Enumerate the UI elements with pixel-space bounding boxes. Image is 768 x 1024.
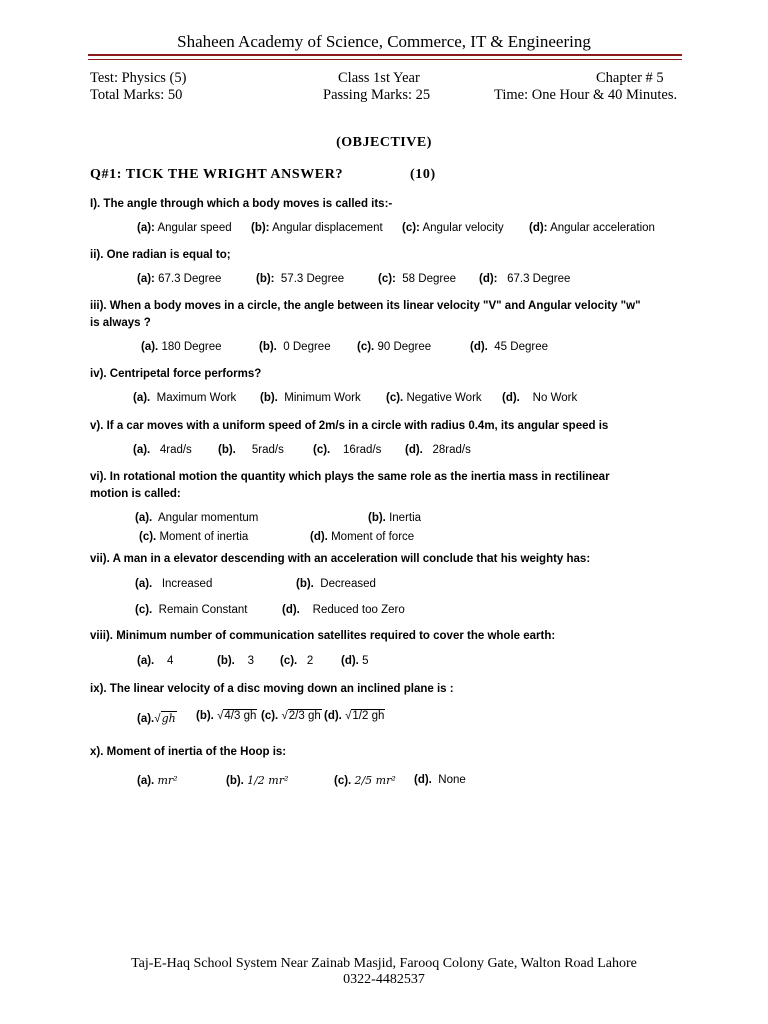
opt-label: (d): (479, 273, 498, 285)
opt-label: (b). (218, 444, 236, 456)
option-6c (139, 531, 248, 543)
option-5d (405, 444, 471, 456)
opt-text: 2 (306, 655, 314, 667)
opt-text: 90 Degree (377, 341, 432, 353)
question-8: viii). Minimum number of communication satellites required to cover the whole earth: (90, 630, 556, 642)
opt-label: (a). (141, 341, 159, 353)
opt-label: (c): (378, 273, 396, 285)
chapter-label: Chapter # 5 (596, 70, 664, 86)
opt-label: (b): (251, 222, 270, 234)
footer-phone: 0322-4482537 (343, 972, 425, 987)
opt-label: (c). (135, 604, 153, 616)
opt-label: (c). (334, 775, 352, 787)
opt-text: 4rad/s (159, 444, 192, 456)
opt-text: Angular momentum (158, 512, 259, 524)
opt-text: Minimum Work (284, 392, 361, 404)
opt-label: (b). (226, 775, 244, 787)
opt-text: 58 Degree (402, 273, 456, 285)
question-2: ii). One radian is equal to; (90, 249, 231, 261)
opt-label: (c). (139, 531, 157, 543)
opt-text: Maximum Work (156, 392, 237, 404)
opt-label: (d). (502, 392, 520, 404)
opt-label: (d): (529, 222, 548, 234)
option-4c (386, 392, 482, 404)
option-6b (368, 512, 421, 524)
opt-text: Moment of inertia (159, 531, 249, 543)
opt-label: (d). (405, 444, 423, 456)
opt-label: (b). (217, 655, 235, 667)
opt-text: 2/5 mr² (354, 774, 396, 787)
opt-text: 67.3 Degree (507, 273, 571, 285)
option-5a (133, 444, 192, 456)
opt-label: (a): (137, 222, 155, 234)
option-10d (414, 774, 466, 786)
total-marks: Total Marks: 50 (90, 87, 183, 103)
question-1: I). The angle through which a body moves is called its:- (90, 198, 393, 210)
option-7c (135, 604, 248, 616)
option-4b (260, 392, 361, 404)
class-text: Class 1st Year (338, 70, 420, 86)
opt-text: 28rad/s (432, 444, 471, 456)
option-3d (470, 341, 548, 353)
option-3b (259, 341, 331, 353)
opt-label: (a). (133, 392, 151, 404)
opt-text: Angular acceleration (550, 222, 655, 234)
opt-text: Negative Work (406, 392, 482, 404)
sqrt-icon: √ (281, 710, 288, 722)
opt-label: (a). (135, 512, 153, 524)
question-5: v). If a car moves with a uniform speed of 2m/s in a circle with radius 0.4m, its angular speed is (90, 420, 609, 432)
opt-label: (b). (196, 710, 214, 722)
option-5c (313, 444, 381, 456)
option-9a (137, 711, 177, 725)
opt-label: (c). (280, 655, 298, 667)
question-6-line2: motion is called: (90, 488, 181, 500)
option-2c (378, 273, 456, 285)
opt-text: 4/3 gh (224, 710, 257, 722)
option-8a (137, 655, 173, 667)
option-4d (502, 392, 577, 404)
opt-label: (c). (261, 710, 279, 722)
option-9c (261, 709, 322, 722)
option-2d (479, 273, 570, 285)
option-4a (133, 392, 236, 404)
option-3c (357, 341, 431, 353)
opt-text: None (438, 774, 466, 786)
footer-address: Taj-E-Haq School System Near Zainab Masjid, Farooq Colony Gate, Walton Road Lahore (131, 956, 637, 971)
opt-text: 1/2 mr² (247, 774, 289, 787)
opt-text: Angular displacement (272, 222, 383, 234)
opt-label: (b). (368, 512, 386, 524)
opt-text: 3 (247, 655, 255, 667)
opt-text: Reduced too Zero (312, 604, 405, 616)
question-3: iii). When a body moves in a circle, the angle between its linear velocity "V" and Angular velocity "w" (90, 300, 641, 312)
opt-text: 5 (362, 655, 369, 667)
option-5b (218, 444, 284, 456)
option-8b (217, 655, 254, 667)
option-9b (196, 709, 257, 722)
opt-text: gh (161, 712, 176, 725)
opt-label: (b). (260, 392, 278, 404)
opt-label: (c). (357, 341, 375, 353)
option-7a (135, 578, 212, 590)
opt-label: (d). (414, 774, 432, 786)
opt-text: 2/3 gh (288, 710, 321, 722)
opt-text: 180 Degree (161, 341, 222, 353)
option-10c (334, 774, 396, 787)
opt-label: (c). (313, 444, 331, 456)
option-1b (251, 222, 383, 234)
opt-text: 67.3 Degree (158, 273, 222, 285)
q1-heading (90, 167, 436, 183)
q1-title: Q#1: TICK THE WRIGHT ANSWER? (90, 167, 344, 182)
option-9d (324, 709, 385, 722)
question-3-line2: is always ? (90, 317, 151, 329)
header-divider (88, 54, 682, 60)
opt-label: (b). (259, 341, 277, 353)
question-10: x). Moment of inertia of the Hoop is: (90, 746, 287, 758)
opt-label: (a). (135, 578, 153, 590)
opt-text: 45 Degree (494, 341, 548, 353)
opt-label: (c): (402, 222, 420, 234)
option-8c (280, 655, 313, 667)
opt-label: (a). (133, 444, 151, 456)
opt-label: (a). (137, 655, 155, 667)
option-10a (137, 774, 178, 787)
footer (0, 956, 768, 988)
option-8d (341, 655, 369, 667)
class-label (338, 70, 420, 87)
option-1c (402, 222, 504, 234)
opt-label: (d). (470, 341, 488, 353)
option-7b (296, 578, 376, 590)
q1-marks: (10) (410, 167, 436, 182)
opt-label: (b). (296, 578, 314, 590)
opt-text: Increased (161, 578, 213, 590)
opt-label: (d). (341, 655, 359, 667)
question-4: iv). Centripetal force performs? (90, 368, 262, 380)
passing-marks: Passing Marks: 25 (323, 87, 431, 103)
option-6a (135, 512, 258, 524)
sqrt-icon: √ (154, 713, 161, 725)
opt-label: (a). (137, 775, 155, 787)
opt-label: (c). (386, 392, 404, 404)
opt-text: No Work (532, 392, 578, 404)
test-label: Test: Physics (5) (90, 70, 187, 86)
option-1d (529, 222, 655, 234)
time-label: Time: One Hour & 40 Minutes. (494, 87, 678, 103)
opt-text: Decreased (320, 578, 376, 590)
question-6: vi). In rotational motion the quantity which plays the same role as the inertia mass in rectilinear (90, 471, 610, 483)
option-6d (310, 531, 414, 543)
opt-text: Angular speed (157, 222, 232, 234)
opt-text: 5rad/s (251, 444, 284, 456)
question-7: vii). A man in a elevator descending with an acceleration will conclude that his weighty has: (90, 553, 591, 565)
opt-label: (a). (137, 713, 155, 725)
opt-text: 16rad/s (343, 444, 382, 456)
opt-label: (b): (256, 273, 275, 285)
opt-label: (d). (310, 531, 328, 543)
opt-label: (d). (324, 710, 342, 722)
option-3a (141, 341, 222, 353)
opt-label: (d). (282, 604, 300, 616)
option-1a (137, 222, 232, 234)
opt-text: Inertia (389, 512, 422, 524)
opt-text: Remain Constant (158, 604, 248, 616)
question-9: ix). The linear velocity of a disc moving down an inclined plane is : (90, 683, 454, 695)
opt-text: mr² (157, 774, 178, 787)
opt-text: Angular velocity (422, 222, 504, 234)
option-2b (256, 273, 344, 285)
opt-text: Moment of force (331, 531, 415, 543)
option-2a (137, 273, 221, 285)
option-7d (282, 604, 405, 616)
section-title: (OBJECTIVE) (336, 135, 432, 150)
opt-text: 4 (167, 655, 174, 667)
school-name: Shaheen Academy of Science, Commerce, IT & Engineering (177, 32, 591, 51)
opt-text: 1/2 gh (352, 710, 385, 722)
opt-text: 0 Degree (283, 341, 331, 353)
opt-label: (a): (137, 273, 155, 285)
option-10b (226, 774, 288, 787)
sqrt-icon: √ (345, 710, 352, 722)
sqrt-icon: √ (217, 710, 224, 722)
opt-text: 57.3 Degree (280, 273, 345, 285)
